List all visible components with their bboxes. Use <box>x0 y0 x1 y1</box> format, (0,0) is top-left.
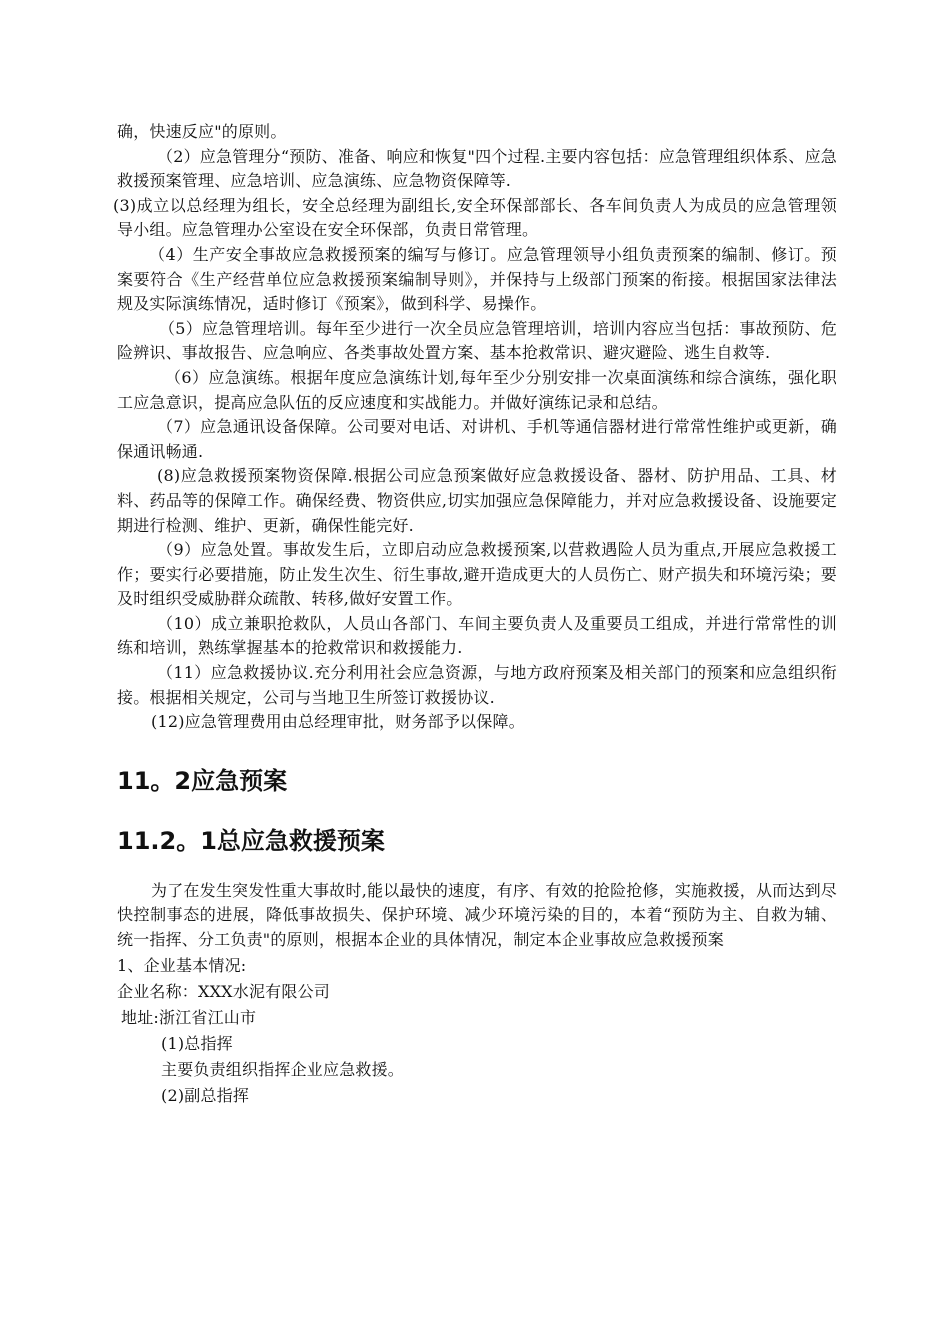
paragraph-item-11: （11）应急救援协议.充分利用社会应急资源，与地方政府预案及相关部门的预案和应急组织衔接。根据相关规定，公司与当地卫生所签订救援协议. <box>117 663 837 707</box>
paragraph-item-12: (12)应急管理费用由总经理审批，财务部予以保障。 <box>151 712 525 732</box>
subsection-heading: 11.2。1总应急救援预案 <box>117 826 385 855</box>
paragraph-item-7: （7）应急通讯设备保障。公司要对电话、对讲机、手机等通信器材进行常常性维护或更新，确保通讯畅通. <box>117 417 837 461</box>
commander-label: (1)总指挥 <box>161 1033 233 1053</box>
deputy-commander-label: (2)副总指挥 <box>161 1085 250 1105</box>
company-info <box>117 953 837 1109</box>
basic-info-label: 1、企业基本情况: <box>117 955 247 975</box>
paragraph-item-10: （10）成立兼职抢救队，人员山各部门、车间主要负责人及重要员工组成，并进行常常性的训练和培训，熟练掌握基本的抢救常识和救援能力. <box>117 613 837 658</box>
paragraph-item-6: （6）应急演练。根据年度应急演练计划,每年至少分别安排一次桌面演练和综合演练，强化职工应急意识，提高应急队伍的反应速度和实战能力。并做好演练记录和总结。 <box>117 367 837 412</box>
document-body <box>113 120 837 1109</box>
commander-description: 主要负责组织指挥企业应急救援。 <box>161 1059 405 1079</box>
paragraph-item-2: （2）应急管理分“预防、准备、响应和恢复"四个过程.主要内容包括：应急管理组织体系、应急救援预案管理、应急培训、应急演练、应急物资保障等. <box>117 146 837 191</box>
intro-paragraph: 为了在发生突发性重大事故时,能以最快的速度，有序、有效的抢险抢修，实施救援，从而达到尽快控制事态的进展，降低事故损失、保护环境、减少环境污染的目的，本着“预防为主、自救为辅、统一指挥、分工负责"的原则，根据本企业的具体情况，制定本企业事故应急救援预案 <box>117 880 837 950</box>
paragraph-item-9: （9）应急处置。事故发生后，立即启动应急救援预案,以营救遇险人员为重点,开展应急救援工作；要实行必要措施，防止发生次生、衍生事故,避开造成更大的人员伤亡、财产损失和环境污染；要及时组织受威胁群众疏散、转移,做好安置工作。 <box>117 540 837 609</box>
paragraph-item-8: (8)应急救援预案物资保障.根据公司应急预案做好应急救援设备、器材、防护用品、工具、材料、药品等的保障工作。确保经费、物资供应,切实加强应急保障能力，并对应急救援设备、设施要定期进行检测、维护、更新，确保性能完好. <box>117 466 837 535</box>
company-address: 地址:浙江省江山市 <box>121 1007 257 1027</box>
paragraph-principle-end: 确，快速反应"的原则。 <box>117 122 287 141</box>
paragraph-item-4: （4）生产安全事故应急救援预案的编写与修订。应急管理领导小组负责预案的编制、修订。预案要符合《生产经营单位应急救援预案编制导则》，并保持与上级部门预案的衔接。根据国家法律法规及实际演练情况，适时修订《预案》，做到科学、易操作。 <box>117 244 837 314</box>
paragraph-item-5: （5）应急管理培训。每年至少进行一次全员应急管理培训，培训内容应当包括：事故预防、危险辨识、事故报告、应急响应、各类事故处置方案、基本抢救常识、避灾避险、逃生自救等. <box>117 318 837 363</box>
company-name: 企业名称：XXX水泥有限公司 <box>117 981 330 1001</box>
section-heading: 11。2应急预案 <box>117 766 288 795</box>
paragraph-item-3: (3)成立以总经理为组长，安全总经理为副组长,安全环保部部长、各车间负责人为成员的应急管理领导小组。应急管理办公室设在安全环保部，负责日常管理。 <box>113 195 837 240</box>
